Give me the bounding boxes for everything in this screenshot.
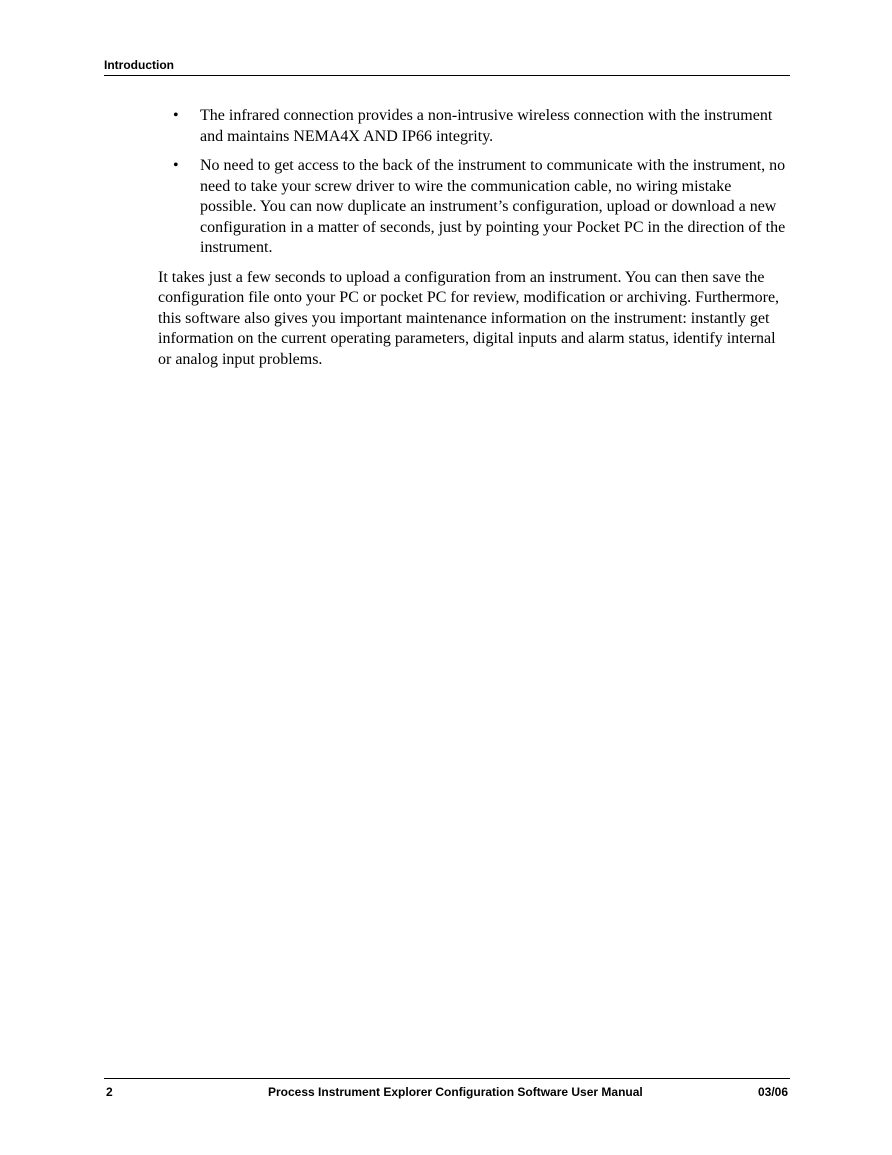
bullet-item: [158, 106, 790, 147]
page-number: 2: [106, 1085, 113, 1099]
bullet-list: [158, 106, 790, 259]
bullet-item: [158, 156, 790, 259]
document-title: Process Instrument Explorer Configuration Software User Manual: [268, 1085, 643, 1099]
header-section-title: Introduction: [104, 58, 174, 72]
running-footer: [104, 1078, 790, 1104]
bullet-text: The infrared connection provides a non-intrusive wireless connection with the instrument and maintains NEMA4X AND IP66 integrity.: [200, 107, 773, 145]
running-header: [104, 57, 790, 76]
page-body: [158, 106, 790, 370]
bullet-icon: •: [173, 157, 179, 174]
body-paragraph: It takes just a few seconds to upload a configuration from an instrument. You can then save the configuration file onto your PC or pocket PC for review, modification or archiving. Furthermore, this software also gives you important maintenance information on the instrument: instantly get information on the current operating parameters, digital inputs and alarm status, identify internal or analog input problems.: [158, 268, 780, 368]
bullet-text: No need to get access to the back of the instrument to communicate with the instrument, no need to take your screw driver to wire the communication cable, no wiring mistake possible. You can now duplicate an instrument’s configuration, upload or download a new configuration in a matter of seconds, just by pointing your Pocket PC in the direction of the instrument.: [200, 157, 786, 256]
document-date: 03/06: [757, 1085, 788, 1099]
bullet-icon: •: [173, 107, 179, 124]
